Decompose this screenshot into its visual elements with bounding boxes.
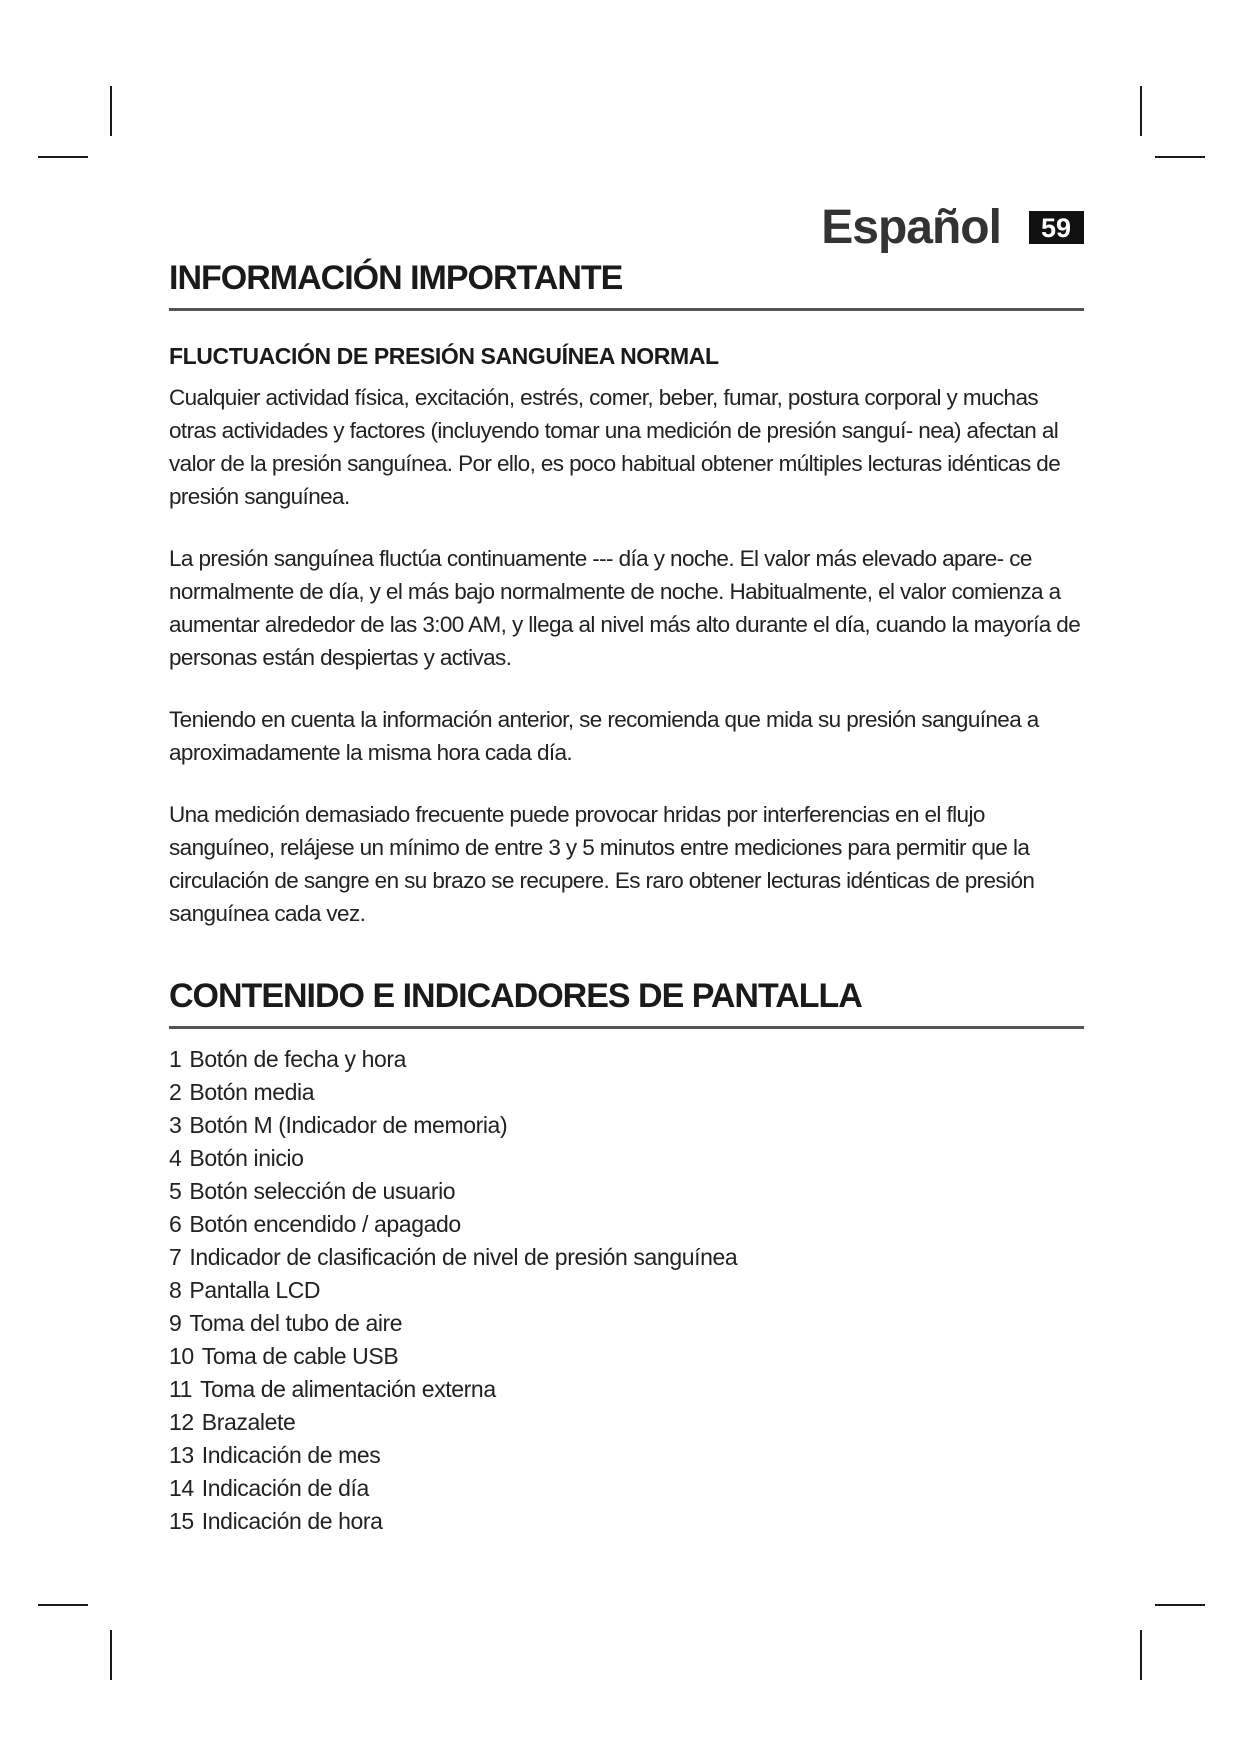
list-item bbox=[169, 1439, 1084, 1472]
paragraph: Teniendo en cuenta la información anterior, se recomienda que mida su presión sanguínea a aproximadamente la misma hora cada día. bbox=[169, 707, 1039, 765]
item-label: Toma del tubo de aire bbox=[189, 1310, 403, 1336]
section-title-contents-indicators: CONTENIDO E INDICADORES DE PANTALLA bbox=[169, 976, 1084, 1029]
item-number: 4 bbox=[169, 1145, 182, 1171]
item-label: Indicador de clasificación de nivel de presión sanguínea bbox=[189, 1244, 738, 1270]
item-number: 1 bbox=[169, 1046, 182, 1072]
item-number: 14 bbox=[169, 1475, 194, 1501]
list-item bbox=[169, 1340, 1084, 1373]
list-item bbox=[169, 1076, 1084, 1109]
list-item bbox=[169, 1307, 1084, 1340]
item-number: 13 bbox=[169, 1442, 194, 1468]
crop-mark-bottom-right-horizontal bbox=[1155, 1604, 1205, 1606]
crop-mark-bottom-left-horizontal bbox=[38, 1604, 88, 1606]
item-label: Indicación de mes bbox=[201, 1442, 381, 1468]
item-label: Pantalla LCD bbox=[189, 1277, 321, 1303]
list-item bbox=[169, 1274, 1084, 1307]
list-item bbox=[169, 1241, 1084, 1274]
item-label: Brazalete bbox=[201, 1409, 296, 1435]
item-number: 7 bbox=[169, 1244, 182, 1270]
crop-mark-top-left-horizontal bbox=[38, 156, 88, 158]
item-number: 8 bbox=[169, 1277, 182, 1303]
list-item bbox=[169, 1175, 1084, 1208]
item-label: Toma de alimentación externa bbox=[200, 1376, 496, 1402]
item-label: Toma de cable USB bbox=[201, 1343, 399, 1369]
crop-mark-bottom-left-vertical bbox=[110, 1630, 112, 1680]
crop-mark-top-left-vertical bbox=[110, 86, 112, 136]
item-label: Indicación de hora bbox=[201, 1508, 383, 1534]
list-item bbox=[169, 1505, 1084, 1538]
page-number: 59 bbox=[1029, 211, 1084, 244]
important-info-section bbox=[169, 258, 1084, 930]
crop-mark-top-right-vertical bbox=[1140, 86, 1142, 136]
page-header bbox=[821, 200, 1084, 255]
item-label: Botón de fecha y hora bbox=[189, 1046, 407, 1072]
subsection-title-fluctuation: FLUCTUACIÓN DE PRESIÓN SANGUÍNEA NORMAL bbox=[169, 343, 719, 369]
list-item bbox=[169, 1208, 1084, 1241]
paragraph: Una medición demasiado frecuente puede provocar hridas por interferencias en el flujo sanguíneo, relájese un mínimo de entre 3 y 5 minutos entre mediciones para permitir que la circulación de sangre en su brazo se recupere. Es raro obtener lecturas idénticas de presión sanguínea cada vez. bbox=[169, 802, 1035, 926]
item-number: 10 bbox=[169, 1343, 194, 1369]
crop-mark-bottom-right-vertical bbox=[1140, 1630, 1142, 1680]
item-number: 6 bbox=[169, 1211, 182, 1237]
list-item bbox=[169, 1373, 1084, 1406]
list-item bbox=[169, 1142, 1084, 1175]
paragraph: Cualquier actividad física, excitación, estrés, comer, beber, fumar, postura corporal y muchas otras actividades y factores (incluyendo tomar una medición de presión sanguí- nea) afectan al valor de la presión sanguínea. Por ello, es poco habitual obtener múltiples lecturas idénticas de presión sanguínea. bbox=[169, 385, 1061, 509]
item-label: Indicación de día bbox=[201, 1475, 369, 1501]
item-label: Botón media bbox=[189, 1079, 315, 1105]
section-title-important-info: INFORMACIÓN IMPORTANTE bbox=[169, 258, 1084, 311]
language-label: Español bbox=[821, 201, 1001, 254]
crop-mark-top-right-horizontal bbox=[1155, 156, 1205, 158]
list-item bbox=[169, 1472, 1084, 1505]
item-number: 9 bbox=[169, 1310, 182, 1336]
item-label: Botón encendido / apagado bbox=[189, 1211, 461, 1237]
page-content bbox=[169, 258, 1084, 1538]
item-label: Botón M (Indicador de memoria) bbox=[189, 1112, 508, 1138]
item-label: Botón inicio bbox=[189, 1145, 304, 1171]
contents-indicators-section bbox=[169, 976, 1084, 1538]
item-number: 2 bbox=[169, 1079, 182, 1105]
components-list bbox=[169, 1043, 1084, 1538]
list-item bbox=[169, 1109, 1084, 1142]
item-number: 11 bbox=[169, 1376, 193, 1402]
item-number: 5 bbox=[169, 1178, 182, 1204]
item-number: 3 bbox=[169, 1112, 182, 1138]
list-item bbox=[169, 1406, 1084, 1439]
item-label: Botón selección de usuario bbox=[189, 1178, 456, 1204]
list-item bbox=[169, 1043, 1084, 1076]
item-number: 12 bbox=[169, 1409, 194, 1435]
item-number: 15 bbox=[169, 1508, 194, 1534]
paragraph: La presión sanguínea fluctúa continuamente --- día y noche. El valor más elevado apare- ce normalmente de día, y el más bajo normalmente de noche. Habitualmente, el valor comienza a aumentar alrededor de las 3:00 AM, y llega al nivel más alto durante el día, cuando la mayoría de personas están despiertas y activas. bbox=[169, 546, 1081, 670]
